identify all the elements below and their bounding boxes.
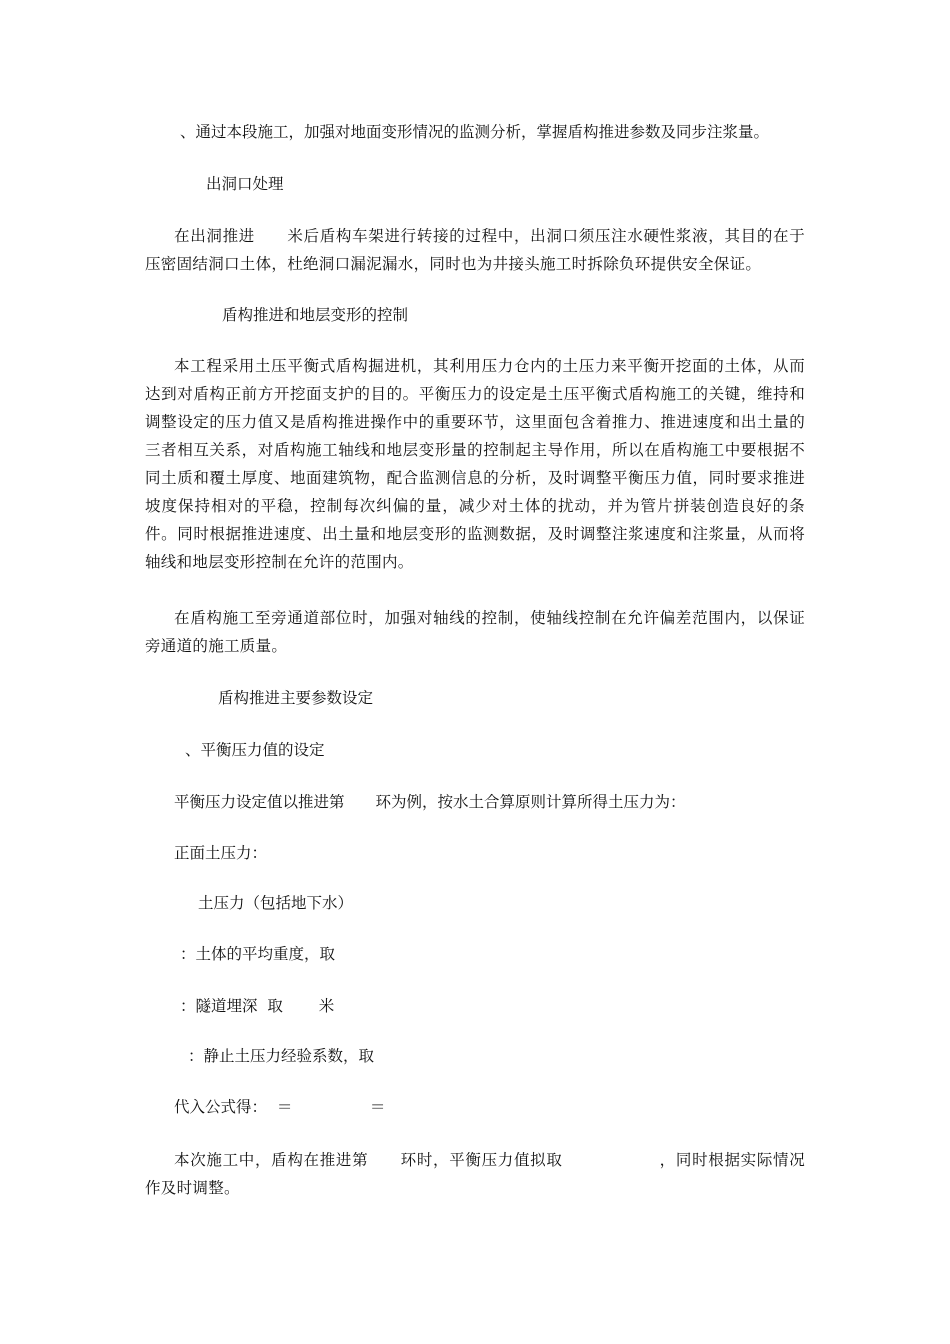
- text-line-grouting-goal: 、通过本段施工，加强对地面变形情况的监测分析，掌握盾构推进参数及同步注浆量。: [180, 123, 770, 141]
- section-heading-advance-control: 盾构推进和地层变形的控制: [222, 306, 409, 324]
- text-line-pressure-setting: 平衡压力设定值以推进第 环为例，按水土合算原则计算所得土压力为：: [174, 793, 686, 811]
- text-line-pressure-coefficient: ：静止土压力经验系数，取: [188, 1047, 375, 1065]
- paragraph-exit-treatment: 在出洞推进 米后盾构车架进行转接的过程中，出洞口须压注水硬性浆液，其目的在于压密固结洞口土体，杜绝洞口漏泥漏水，同时也为井接头施工时拆除负环提供安全保证。: [145, 227, 805, 273]
- paragraph-pressure-value: 本次施工中，盾构在推进第 环时，平衡压力值拟取 ，同时根据实际情况作及时调整。: [145, 1151, 805, 1197]
- paragraph-cross-passage: 在盾构施工至旁通道部位时，加强对轴线的控制，使轴线控制在允许偏差范围内，以保证旁通道的施工质量。: [145, 609, 805, 655]
- text-line-formula: 代入公式得： ＝ ＝: [174, 1098, 386, 1116]
- text-line-front-pressure: 正面土压力：: [174, 844, 268, 862]
- text-line-burial-depth: ：隧道埋深 取 米: [180, 997, 335, 1015]
- paragraph-advance-control: 本工程采用土压平衡式盾构掘进机，其利用压力仓内的土压力来平衡开挖面的土体，从而达到对盾构正前方开挖面支护的目的。平衡压力的设定是土压平衡式盾构施工的关键，维持和调整设定的压力值又是盾构推进操作中的重要环节，这里面包含着推力、推进速度和出土量的三者相互关系，对盾构施工轴线和地层变形量的控制起主导作用，所以在盾构施工中要根据不同土质和覆土厚度、地面建筑物，配合监测信息的分析，及时调整平衡压力值，同时要求推进坡度保持相对的平稳，控制每次纠偏的量，减少对土体的扰动，并为管片拼装创造良好的条件。同时根据推进速度、出土量和地层变形的监测数据，及时调整注浆速度和注浆量，从而将轴线和地层变形控制在允许的范围内。: [145, 357, 805, 571]
- section-heading-main-parameters: 盾构推进主要参数设定: [218, 689, 374, 707]
- section-heading-exit-treatment: 出洞口处理: [206, 175, 284, 193]
- subheading-balance-pressure: 、平衡压力值的设定: [185, 741, 325, 759]
- text-line-earth-pressure: 土压力（包括地下水）: [198, 894, 354, 912]
- text-line-unit-weight: ：土体的平均重度，取: [180, 945, 336, 963]
